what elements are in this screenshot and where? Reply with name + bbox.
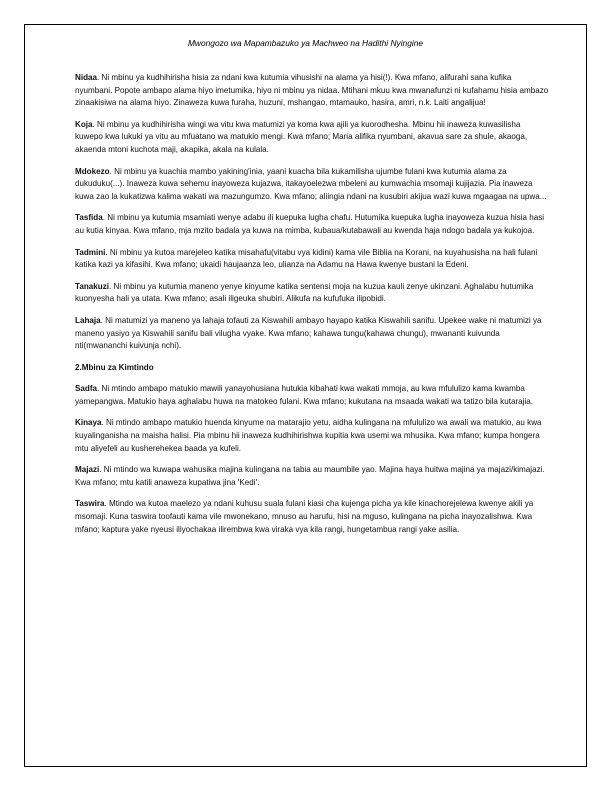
entry-body: . Ni mbinu ya kutoa marejeleo katika misahafu(vitabu vya kidini) kama vile Biblia na Korani, na kuyahusisha na hali fulani katika kazi ya kifasihi. Kwa mfano; ukaidi haujaanza leo, ulianza na Adamu na Hawa kwenye bustani la Edeni. bbox=[75, 247, 538, 270]
entry-body: . Mtindo wa kutoa maelezo ya ndani kuhusu suala fulani kiasi cha kujenga picha ya kile kinachorejelewa kwenye akili ya msomaji. Kuna taswira toofauti kama vile mwonekano, mnuso au harufu, hisi na mguso, kulingana na picha inayozalishwa. Kwa mfano; kaptura yake nyeusi iliyochakaa ilirembwa kwa viraka vya kila rangi, hungetambua rangi yake asilia. bbox=[75, 499, 534, 534]
entry-tanakuzi bbox=[75, 281, 549, 306]
entry-term: Sadfa bbox=[75, 384, 98, 394]
entry-term: Tadmini bbox=[75, 247, 106, 257]
entry-term: Koja bbox=[75, 119, 93, 129]
entry-term: Tasfida bbox=[75, 213, 103, 223]
entry-body: . Ni mbinu ya kuachia mambo yakining'inia, yaani kuacha bila kukamilisha ujumbe fulani kwa kutumia alama za dukuduku(...). Inaweza kuwa sehemu inayoweza kujazwa, itakayoelezwa mbeleni au kumwachia msomaji kujijazia. Pia inaweza kuwa zao la kukatizwa kalima wakati wa mazungumzo. Kwa mfano; aliingia ndani na kusubiri akijua wazi kuwa mgaagaa na upwa... bbox=[75, 166, 547, 201]
section-heading: 2.Mbinu za Kimtindo bbox=[75, 362, 154, 372]
entry-body: . Ni mtindo ambapo matukio huenda kinyume na matarajio yetu, aidha kulingana na mfululizo wa awali wa matukio, au kwa kuyalinganisha na maisha halisi. Pia mbinu hii inaweza kudhihirishwa kupitia kwa usemi wa mhusika. Kwa mfano; kumpa hongera mtu aliyefeli au kusherehekea baada ya kufeli. bbox=[75, 418, 542, 453]
entry-majazi bbox=[75, 464, 549, 489]
entry-body: . Ni mbinu ya kudhihirisha wingi wa vitu kwa matumizi ya koma kwa ajili ya kuorodhesha. Mbinu hii inaweza kuwasilisha kuwepo kwa lukuki ya vitu au mfuatano wa matukio mengi. Kwa mfano; Maria alifika nyumbani, akavua sare za shule, akaoga, akaenda mtoni kuchota maji, akapika, akala na kulala. bbox=[75, 119, 528, 154]
entry-nidaa bbox=[75, 72, 549, 110]
entry-term: Nidaa bbox=[75, 73, 98, 82]
entry-term: Kinaya bbox=[75, 418, 102, 428]
entry-body: . Ni mtindo ambapo matukio mawili yanayohusiana hutukia kibahati kwa wakati mmoja, au kwa mfululizo kama kwamba yamepangwa. Matukio haya aghalabu huwa na matokeo fulani. Kwa mfano; kukutana na msaada wakati wa tatizo bila kutarajia. bbox=[75, 384, 534, 406]
entry-tadmini bbox=[75, 247, 549, 272]
entry-term: Tanakuzi bbox=[75, 281, 110, 291]
entry-term: Mdokezo bbox=[75, 166, 110, 176]
entry-body: . Ni mbinu ya kutumia maneno yenye kinyume katika sentensi moja na kuzua kauli zenye ukinzani. Aghalabu hutumika kuonyesha hali ya utata. Kwa mfano; asali iligeuka shubiri. Alikufa na kufufuka ilipobidi. bbox=[75, 281, 534, 304]
entry-body: . Ni matumizi ya maneno ya lahaja tofauti za Kiswahili ambayo hayapo katika Kiswahili sanifu. Upekee wake ni matumizi ya maneno yasiyo ya Kiswahili sanifu bali vilugha vyake. Kwa mfano; kahawa tungu(kahawa chungu), mwananti kuivunda nti(mwananchi kuivunja nchi). bbox=[75, 315, 542, 351]
entry-taswira bbox=[75, 498, 549, 536]
entry-kinaya bbox=[75, 417, 549, 455]
entry-body: . Ni mtindo wa kuwapa wahusika majina kulingana na tabia au maumbile yao. Majina haya huitwa majina ya majazi/kimajazi. Kwa mfano; mtu katili anaweza kupatiwa jina 'Kedi'. bbox=[75, 465, 545, 487]
entry-mdokezo bbox=[75, 166, 549, 204]
entry-term: Lahaja bbox=[75, 315, 101, 325]
document-body bbox=[75, 72, 549, 545]
entry-body: . Ni mbinu ya kudhihirisha hisia za ndani kwa kutumia vihusishi na alama ya hisi(!). Kwa mfano, alifurahi sana kufika nyumbani. Popote ambapo alama hiyo imetumika, hiyo ni mbinu ya nidaa. Mtihani mkuu kwa mwanafunzi ni kufahamu hisia ambazo zinaakisiwa na alama hiyo. Zinaweza kuwa furaha, huzuni, mshangao, mtamauko, hasira, amri, n.k. Laiti angalijua! bbox=[75, 73, 549, 108]
entry-term: Majazi bbox=[75, 465, 100, 475]
entry-body: . Ni mbinu ya kutumia msamiati wenye adabu ili kuepuka lugha chafu. Hutumika kuepuka lugha inayoweza kuzua hisia hasi au kutia kinyaa. Kwa mfano, mja mzito badala ya kuwa na mimba, kubaua/kutabawali au kwenda haja ndogo badala ya kukojoa. bbox=[75, 213, 545, 235]
page-header: Mwongozo wa Mapambazuko ya Machweo na Hadithi Nyingine bbox=[187, 38, 424, 48]
entry-sadfa bbox=[75, 383, 549, 408]
entry-koja bbox=[75, 119, 549, 157]
entry-term: Taswira bbox=[75, 499, 105, 509]
entry-tasfida bbox=[75, 212, 549, 237]
entry-lahaja bbox=[75, 315, 549, 353]
